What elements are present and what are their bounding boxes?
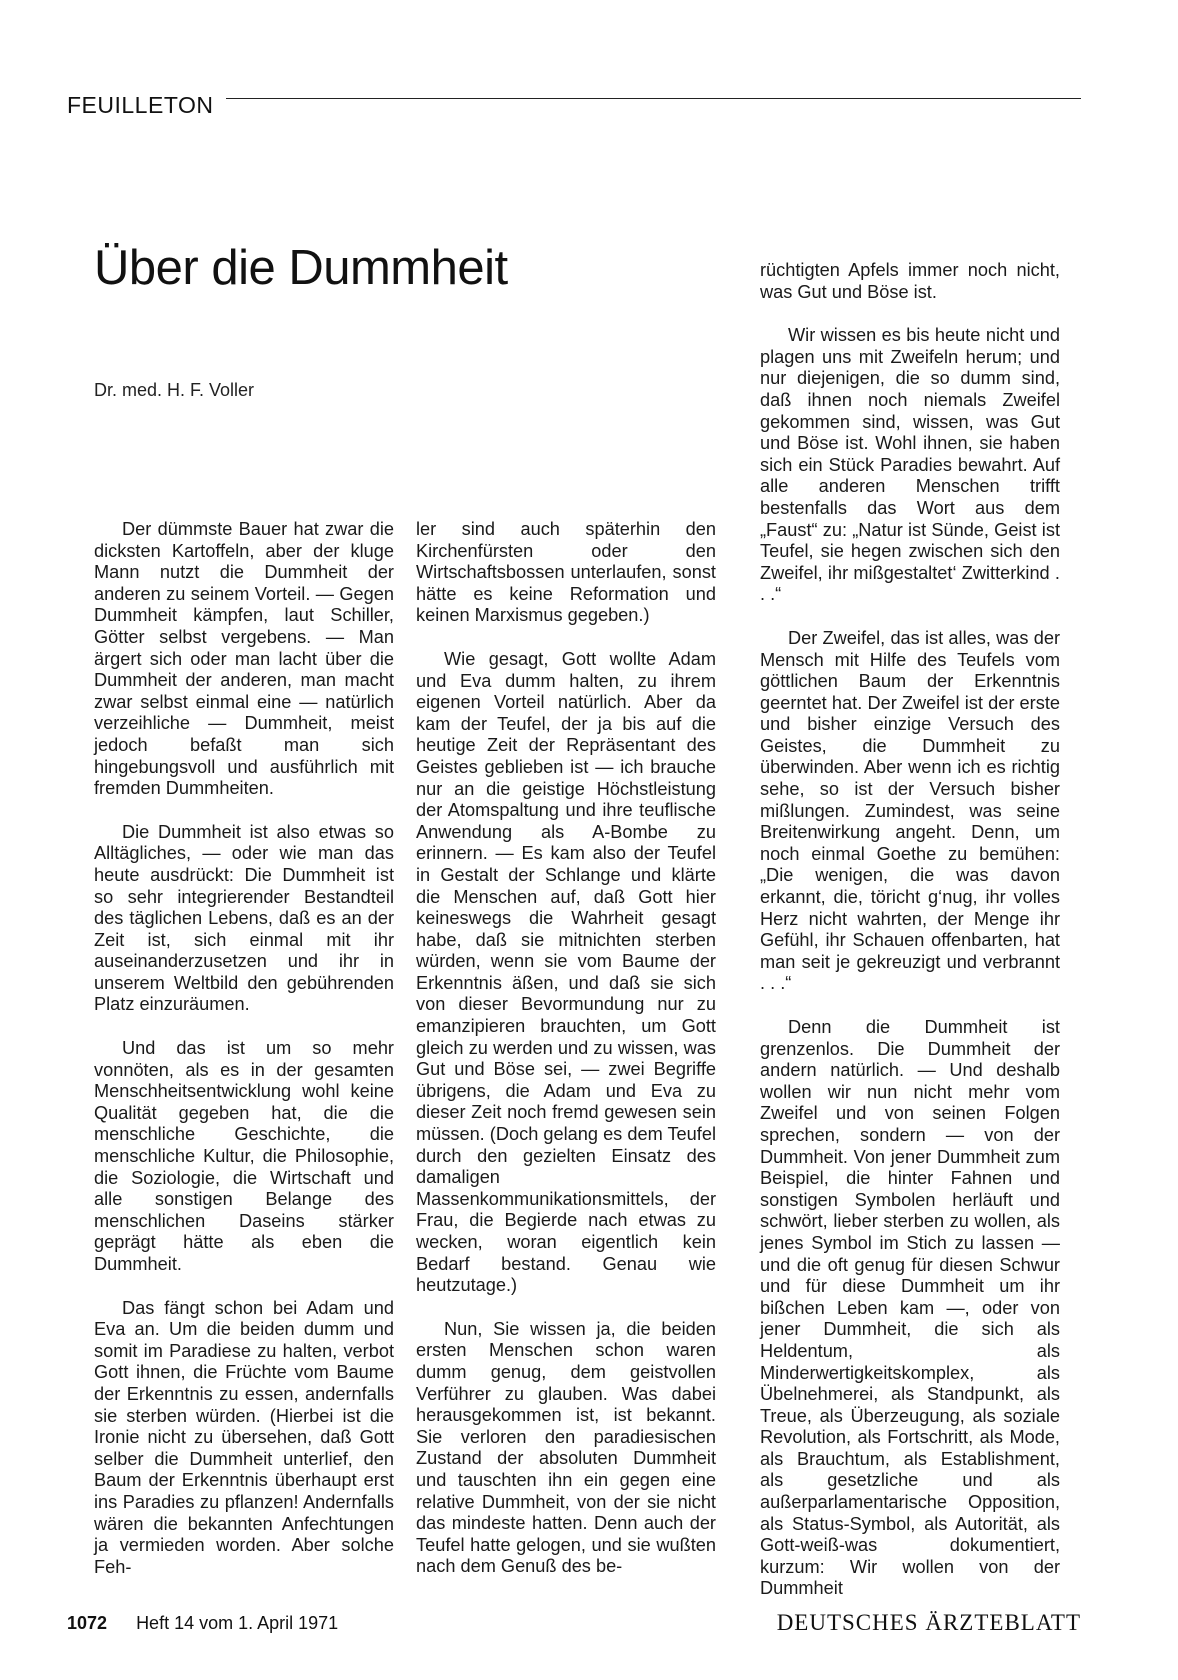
paragraph: Wie gesagt, Gott wollte Adam und Eva dumm halten, zu ihrem eigenen Vorteil natürlich. Aber da kam der Teufel, der ja bis auf die heutige Zeit der Repräsentant des Geistes geblieben ist — ich brauche nur an die geistige Höchstleistung der Atomspaltung und ihre teuflische Anwendung als A-Bombe zu erinnern. — Es kam also der Teufel in Gestalt der Schlange und klärte die Menschen auf, daß Gott hier keineswegs die Wahrheit gesagt habe, daß sie mitnichten sterben würden, wenn sie vom Baume der Erkenntnis äßen, und daß sie sich von dieser Bevormundung nur zu emanzipieren brauchten, um Gott gleich zu werden und zu wissen, was Gut und Böse sei, — zwei Begriffe übrigens, die Adam und Eva zu dieser Zeit noch fremd gewesen sein müssen. (Doch gelang es dem Teufel durch den gezielten Einsatz des damaligen Massenkommunikationsmittels, der Frau, die Begierde nach etwas zu wecken, woran eigentlich kein Bedarf bestand. Genau wie heutzutage.) <box>416 648 716 1296</box>
header-rule <box>226 98 1081 99</box>
text-column-1 <box>94 519 394 1600</box>
paragraph: Das fängt schon bei Adam und Eva an. Um die beiden dumm und somit im Paradiese zu halten, verbot Gott ihnen, die Früchte vom Baume der Erkenntnis zu essen, andernfalls sie sterben würden. (Hierbei ist die Ironie nicht zu übersehen, daß Gott selber die Dummheit unterlief, den Baum der Erkenntnis überhaupt erst ins Paradies zu pflanzen! Andernfalls wären die bekannten Anfechtungen ja vermieden worden. Aber solche Feh- <box>94 1297 394 1577</box>
paragraph: Die Dummheit ist also etwas so Alltägliches, — oder wie man das heute ausdrückt: Die Dummheit ist so sehr integrierender Bestandteil des täglichen Lebens, daß es an der Zeit ist, sich einmal mit ihr auseinanderzusetzen und ihr in unserem Weltbild den gebührenden Platz einzuräumen. <box>94 821 394 1015</box>
paragraph: Nun, Sie wissen ja, die beiden ersten Menschen schon waren dumm genug, dem geistvollen Verführer zu glauben. Was dabei herausgekommen ist, ist bekannt. Sie verloren den paradiesischen Zustand der absoluten Dummheit und tauschten ihn ein gegen eine relative Dummheit, von der sie nicht das mindeste hatten. Denn auch der Teufel hatte gelogen, und sie wußten nach dem Genuß des be- <box>416 1318 716 1577</box>
issue-info: Heft 14 vom 1. April 1971 <box>136 1613 339 1633</box>
text-column-3 <box>760 260 1060 1622</box>
paragraph-continuation: ler sind auch späterhin den Kirchenfürsten oder den Wirtschaftsbossen unterlaufen, sonst hätte es keine Reformation und keinen Marxismus gegeben.) <box>416 519 716 626</box>
paragraph: Der dümmste Bauer hat zwar die dicksten Kartoffeln, aber der kluge Mann nutzt die Dummheit der anderen zu seinem Vorteil. — Gegen Dummheit kämpfen, laut Schiller, Götter selbst vergebens. — Man ärgert sich oder man lacht über die Dummheit der anderen, man macht zwar selbst einmal eine — natürlich verzeihliche — Dummheit, meist jedoch befaßt man sich hingebungsvoll und ausführlich mit fremden Dummheiten. <box>94 519 394 799</box>
section-heading: FEUILLETON <box>67 92 214 118</box>
paragraph: Wir wissen es bis heute nicht und plagen uns mit Zweifeln herum; und nur diejenigen, die so dumm sind, daß ihnen noch niemals Zweifel gekommen sind, wissen, was Gut und Böse ist. Wohl ihnen, sie haben sich ein Stück Paradies bewahrt. Auf alle anderen Menschen trifft bestenfalls das Wort aus dem „Faust“ zu: „Natur ist Sünde, Geist ist Teufel, sie hegen zwischen sich den Zweifel, ihr mißgestaltet‘ Zwitterkind . . .“ <box>760 325 1060 605</box>
journal-name: DEUTSCHES ÄRZTEBLATT <box>776 1610 1081 1635</box>
paragraph: Der Zweifel, das ist alles, was der Mensch mit Hilfe des Teufels vom göttlichen Baum der Erkenntnis geerntet hat. Der Zweifel ist der erste und bisher einzige Versuch des Geistes, die Dummheit zu überwinden. Aber wenn ich es richtig sehe, so ist der Versuch bisher mißlungen. Zumindest, was seine Breitenwirkung angeht. Denn, um noch einmal Goethe zu bemühen: „Die wenigen, die was davon erkannt, die, töricht g‘nug, ihr volles Herz nicht wahrten, der Menge ihr Gefühl, ihr Schauen offenbarten, hat man seit je gekreuzigt und verbrannt . . .“ <box>760 627 1060 994</box>
article-title: Über die Dummheit <box>94 241 508 295</box>
paragraph: Und das ist um so mehr vonnöten, als es in der gesamten Menschheitsentwicklung wohl keine Qualität gegeben hat, die die menschliche Geschichte, die menschliche Kultur, die Philosophie, die Soziologie, die Wirtschaft und alle sonstigen Belange des menschlichen Daseins stärker geprägt hätte als eben die Dummheit. <box>94 1038 394 1274</box>
page-footer <box>67 1613 338 1634</box>
article-author: Dr. med. H. F. Voller <box>94 380 255 400</box>
paragraph-continuation: rüchtigten Apfels immer noch nicht, was Gut und Böse ist. <box>760 260 1060 302</box>
page-number: 1072 <box>67 1613 108 1633</box>
text-column-2 <box>416 519 716 1600</box>
paragraph: Denn die Dummheit ist grenzenlos. Die Dummheit der andern natürlich. — Und deshalb wollen wir nun nicht mehr vom Zweifel und von seinen Folgen sprechen, sondern — von der Dummheit. Von jener Dummheit zum Beispiel, die hinter Fahnen und sonstigen Symbolen herläuft und schwört, lieber sterben zu wollen, als jenes Symbol im Stich zu lassen — und die oft genug für diesen Schwur und für diese Dummheit um ihr bißchen Leben kam —, oder von jener Dummheit, die sich als Heldentum, als Minderwertigkeitskomplex, als Übelnehmerei, als Standpunkt, als Treue, als Überzeugung, als soziale Revolution, als Fortschritt, als Mode, als Brauchtum, als Establishment, als gesetzliche und als außerparlamentarische Opposition, als Status-Symbol, als Autorität, als Gott-weiß-was dokumentiert, kurzum: Wir wollen von der Dummheit <box>760 1017 1060 1599</box>
